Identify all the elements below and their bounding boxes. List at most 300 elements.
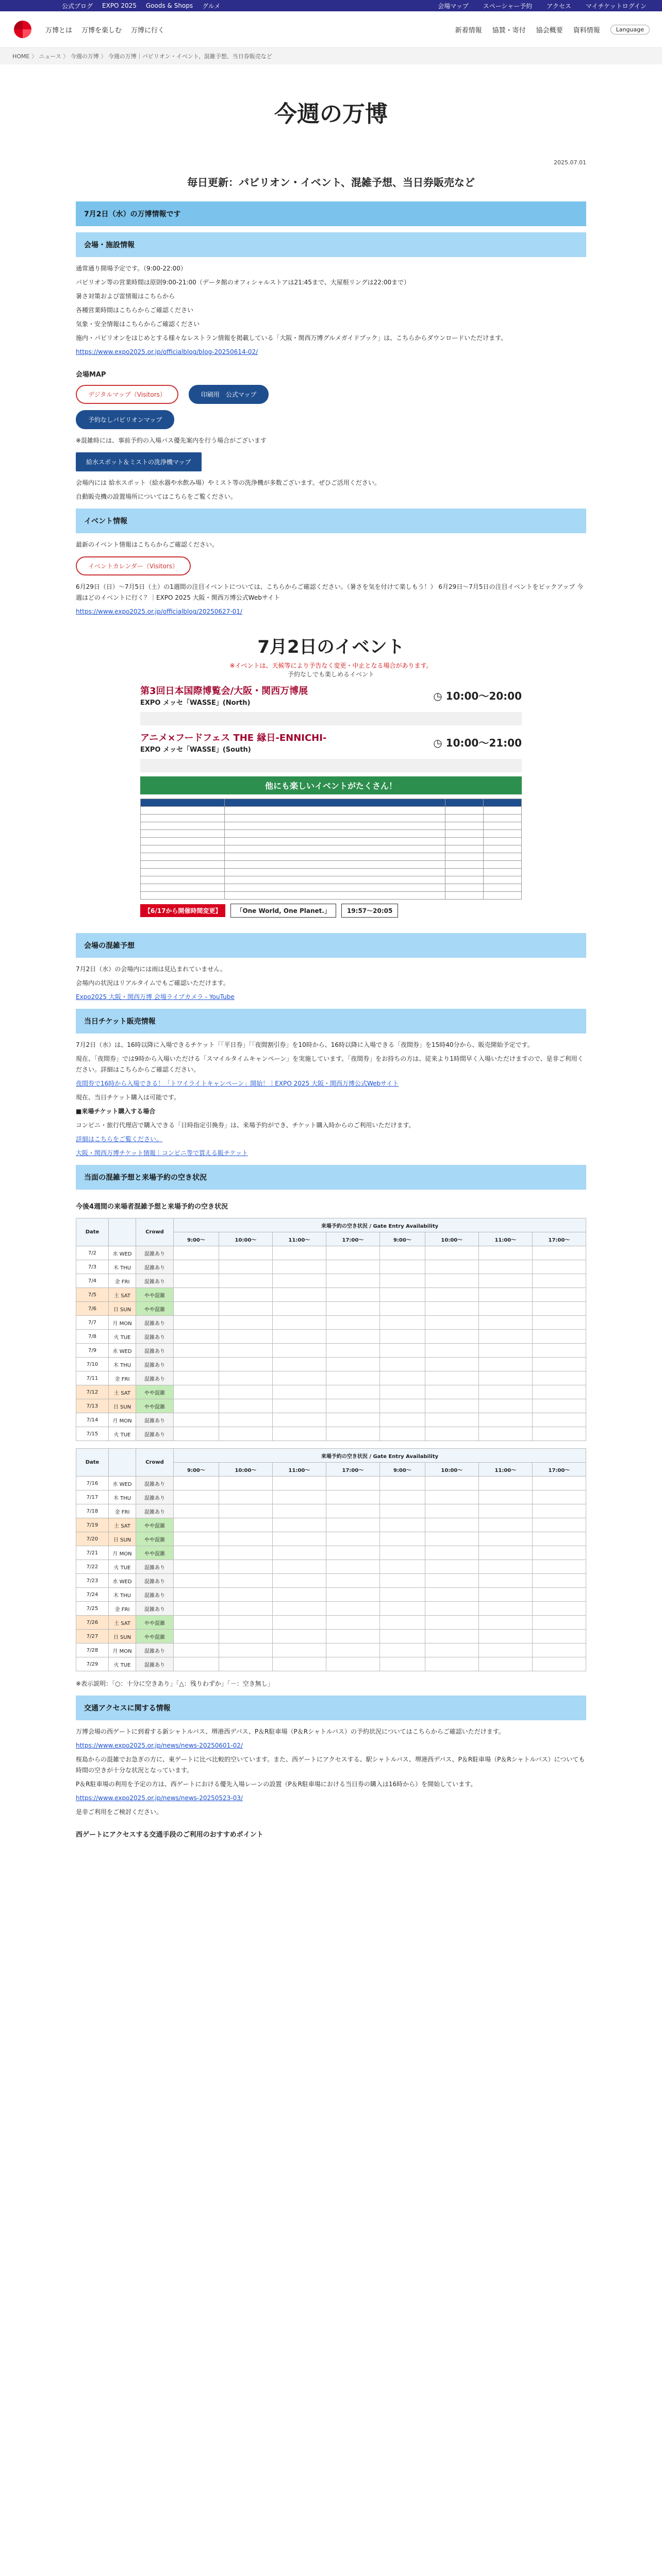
print-map-button[interactable]: 印刷用 公式マップ	[189, 385, 269, 404]
time-slot-header: 11:00〜	[478, 1463, 532, 1477]
availability-cell	[478, 1518, 532, 1532]
availability-cell	[219, 1657, 272, 1671]
flyer-cta-title: 「One World, One Planet.」	[230, 904, 336, 918]
availability-cell	[532, 1371, 586, 1385]
tickets-line-4: コンビニ・旅行代理店で購入できる「日時指定引換券」は、来場予約ができ、チケット購入時からのご利用いただけます。	[76, 1122, 415, 1129]
availability-cell	[219, 1385, 272, 1399]
cell-date: 7/28	[76, 1643, 109, 1657]
availability-cell	[379, 1399, 425, 1413]
event-calendar-button[interactable]: イベントカレンダー（Visitors）	[76, 556, 191, 575]
availability-cell	[532, 1490, 586, 1504]
water-map-button[interactable]: 給水スポット＆ミストの洗浄機マップ	[76, 452, 202, 471]
availability-cell	[174, 1657, 219, 1671]
guidebook-link[interactable]: https://www.expo2025.or.jp/officialblog/blog-20250614-02/	[76, 348, 258, 355]
availability-cell	[326, 1413, 379, 1427]
page-subtitle: 毎日更新：パビリオン・イベント、混雑予想、当日券販売など	[187, 176, 475, 189]
time-slot-header: 9:00〜	[174, 1463, 219, 1477]
availability-cell	[379, 1630, 425, 1643]
availability-cell	[379, 1616, 425, 1630]
col-crowd: Crowd	[136, 1218, 174, 1246]
availability-cell	[326, 1358, 379, 1371]
flyer-event-table	[140, 799, 522, 900]
availability-cell	[326, 1546, 379, 1560]
cell-crowd: やや混雑	[136, 1518, 174, 1532]
event-flyer	[140, 633, 522, 918]
clock-icon: ◷	[433, 737, 446, 749]
table-row	[76, 1246, 586, 1260]
time-slot-header: 9:00〜	[379, 1232, 425, 1246]
availability-cell	[272, 1490, 326, 1504]
table-row	[76, 1385, 586, 1399]
availability-cell	[425, 1532, 478, 1546]
nav-enjoy[interactable]: 万博を楽しむ	[81, 26, 122, 35]
access-line-1: 万博会場の西ゲートに到着する新シャトルバス、堺港西デパス、P＆R駐車場（P＆Rシャトルバス）の予約状況についてはこちらからご確認いただけます。	[76, 1728, 505, 1735]
availability-cell	[219, 1532, 272, 1546]
availability-cell	[532, 1246, 586, 1260]
tickets-band: 当日チケット販売情報	[76, 1009, 586, 1033]
availability-cell	[532, 1302, 586, 1316]
table-row	[76, 1288, 586, 1302]
col-day	[109, 1218, 136, 1246]
table-row	[76, 1616, 586, 1630]
availability-cell	[532, 1574, 586, 1588]
topbar-right	[435, 1, 662, 11]
access-link-1[interactable]: https://www.expo2025.or.jp/news/news-20250601-02/	[76, 1742, 243, 1749]
gate-band: 当面の混雑予想と来場予約の空き状況	[76, 1165, 586, 1190]
topbar-link-expo[interactable]: EXPO 2025	[102, 2, 137, 9]
cell-crowd: やや混雑	[136, 1616, 174, 1630]
cell-crowd: 混雑あり	[136, 1246, 174, 1260]
availability-cell	[219, 1344, 272, 1358]
weather-line: 7月2日（水）の会場内には雨は見込まれていません。	[76, 965, 226, 973]
availability-cell	[478, 1371, 532, 1385]
expo-logo-icon	[14, 21, 31, 38]
flyer-banner: 他にも楽しいイベントがたくさん！	[140, 776, 522, 794]
availability-cell	[425, 1274, 478, 1288]
availability-cell	[272, 1399, 326, 1413]
availability-cell	[478, 1330, 532, 1344]
cell-date: 7/3	[76, 1260, 109, 1274]
flyer-item-1	[140, 684, 522, 707]
gate-table-1	[76, 1218, 586, 1441]
flyer-item-2-title: アニメ×フードフェス THE 縁日-ENNICHI-	[140, 733, 327, 743]
availability-cell	[219, 1371, 272, 1385]
cell-day: 月 MON	[109, 1643, 136, 1657]
time-slot-header: 17:00〜	[326, 1232, 379, 1246]
availability-cell	[532, 1504, 586, 1518]
cell-day: 月 MON	[109, 1316, 136, 1330]
cell-date: 7/23	[76, 1574, 109, 1588]
availability-cell	[379, 1316, 425, 1330]
main-nav-right	[455, 25, 650, 35]
availability-cell	[326, 1344, 379, 1358]
availability-cell	[478, 1532, 532, 1546]
cell-crowd: 混雑あり	[136, 1330, 174, 1344]
availability-cell	[379, 1288, 425, 1302]
table-row	[76, 1316, 586, 1330]
availability-cell	[425, 1477, 478, 1490]
language-selector[interactable]: Language	[610, 25, 650, 35]
availability-cell	[478, 1358, 532, 1371]
availability-cell	[272, 1427, 326, 1441]
nav-about[interactable]: 万博とは	[45, 26, 73, 35]
tickets-line-1: 7月2日（水）は、16時以降に入場できるチケット「「平日券」「「夜間割引券」を10時から、16時以降に入場できる「夜間券」を15時40分から、販売開始予定です。	[76, 1041, 534, 1048]
topbar-link-access[interactable]: アクセス	[547, 2, 571, 10]
availability-cell	[272, 1504, 326, 1518]
availability-cell	[219, 1574, 272, 1588]
availability-cell	[478, 1657, 532, 1671]
table-row	[76, 1602, 586, 1616]
top-utility-bar	[0, 0, 662, 11]
availability-cell	[425, 1546, 478, 1560]
expo-logo[interactable]	[12, 19, 33, 40]
availability-cell	[272, 1385, 326, 1399]
availability-cell	[379, 1371, 425, 1385]
cell-crowd: 混雑あり	[136, 1574, 174, 1588]
availability-cell	[478, 1246, 532, 1260]
cell-day: 水 WED	[109, 1574, 136, 1588]
availability-cell	[174, 1588, 219, 1602]
availability-cell	[478, 1574, 532, 1588]
cell-date: 7/8	[76, 1330, 109, 1344]
availability-cell	[272, 1616, 326, 1630]
table-row	[76, 1532, 586, 1546]
time-slot-header: 10:00〜	[219, 1232, 272, 1246]
table-row	[76, 1518, 586, 1532]
availability-cell	[272, 1560, 326, 1574]
cell-date: 7/12	[76, 1385, 109, 1399]
availability-cell	[219, 1358, 272, 1371]
availability-cell	[326, 1427, 379, 1441]
venue-line-3: 暑さ対策および雷情報はこちらから	[76, 293, 175, 300]
table-row	[76, 1427, 586, 1441]
table-row	[76, 1588, 586, 1602]
digital-map-button[interactable]: デジタルマップ（Visitors）	[76, 385, 178, 404]
cell-day: 月 MON	[109, 1413, 136, 1427]
availability-cell	[425, 1330, 478, 1344]
events-desc-link[interactable]: https://www.expo2025.or.jp/officialblog/20250627-01/	[76, 608, 242, 615]
availability-cell	[478, 1288, 532, 1302]
flyer-item-2	[140, 731, 522, 754]
availability-cell	[174, 1260, 219, 1274]
availability-cell	[478, 1316, 532, 1330]
flyer-item-2-time: 10:00〜21:00	[445, 737, 522, 749]
availability-cell	[326, 1504, 379, 1518]
cell-day: 金 FRI	[109, 1504, 136, 1518]
availability-cell	[272, 1477, 326, 1490]
cell-crowd: やや混雑	[136, 1399, 174, 1413]
venue-line-1: 通常通り開場予定です。（9:00-22:00）	[76, 265, 187, 272]
availability-cell	[379, 1477, 425, 1490]
availability-cell	[219, 1274, 272, 1288]
cell-day: 木 THU	[109, 1260, 136, 1274]
availability-cell	[379, 1260, 425, 1274]
site-header	[0, 11, 662, 48]
availability-cell	[532, 1477, 586, 1490]
availability-cell	[478, 1643, 532, 1657]
map-buttons-3	[76, 452, 586, 471]
no-reservation-map-button[interactable]: 予約なしパビリオンマップ	[76, 410, 174, 429]
weather-line-2: 会場内の状況はリアルタイムでもご確認いただけます。	[76, 979, 229, 987]
topbar-link-blog[interactable]: 公式ブログ	[62, 2, 93, 10]
twilight-campaign-link[interactable]: 夜間券で16時から入場できる！「トワイライトキャンペーン」開始！｜EXPO 2025 大阪・関西万博公式Webサイト	[76, 1080, 399, 1087]
cell-crowd: 混雑あり	[136, 1371, 174, 1385]
events-band: イベント情報	[76, 509, 586, 533]
tickets-line-2: 現在、「夜間券」では9時から入場いただける「スマイルタイムキャンペーン」を実施しています。「夜間券」をお持ちの方は、従来より1時間早く入場いただけますので、是非ご利用ください。詳細はこちらからご確認ください。	[76, 1055, 584, 1073]
cell-day: 火 TUE	[109, 1330, 136, 1344]
availability-cell	[174, 1602, 219, 1616]
events-desc: 6月29日（日）〜7月5日（土）の1週間の注目イベントについては、こちらからご確認ください。（暑さを気を付けて楽しもう！） 6月29日〜7月5日の注目イベントをピックアップ 今週はどのイベントに行く？｜EXPO 2025 大阪・関西万博公式Webサイト	[76, 583, 584, 601]
topbar-link-reserve[interactable]: スペーシャー予約	[483, 2, 533, 10]
availability-cell	[532, 1274, 586, 1288]
availability-cell	[326, 1477, 379, 1490]
availability-cell	[425, 1574, 478, 1588]
map-note-2: 会場内には 給水スポット（給水器や水飲み場）やミスト等の洗浄機が多数ございます。ぜひご活用ください。	[76, 479, 380, 486]
availability-cell	[532, 1316, 586, 1330]
table-row	[76, 1371, 586, 1385]
table-row	[76, 1560, 586, 1574]
availability-cell	[425, 1657, 478, 1671]
access-line-4: 是非ご利用をご検討ください。	[76, 1808, 163, 1816]
cell-day: 火 TUE	[109, 1657, 136, 1671]
time-slot-header: 10:00〜	[425, 1232, 478, 1246]
availability-cell	[379, 1532, 425, 1546]
cell-day: 月 MON	[109, 1546, 136, 1560]
availability-cell	[272, 1371, 326, 1385]
availability-cell	[219, 1330, 272, 1344]
availability-cell	[326, 1532, 379, 1546]
availability-cell	[219, 1504, 272, 1518]
availability-cell	[272, 1630, 326, 1643]
events-line: 最新のイベント情報はこちらからご確認ください。	[76, 541, 219, 548]
cell-day: 木 THU	[109, 1588, 136, 1602]
cell-crowd: 混雑あり	[136, 1413, 174, 1427]
availability-cell	[532, 1616, 586, 1630]
cell-day: 火 TUE	[109, 1427, 136, 1441]
post-date: 2025.07.01	[554, 159, 586, 166]
availability-cell	[425, 1316, 478, 1330]
availability-cell	[326, 1371, 379, 1385]
time-slot-header: 17:00〜	[532, 1463, 586, 1477]
cell-crowd: 混雑あり	[136, 1477, 174, 1490]
availability-cell	[272, 1602, 326, 1616]
availability-cell	[379, 1643, 425, 1657]
nav-resources[interactable]: 資料情報	[573, 26, 600, 35]
map-buttons-2	[76, 410, 586, 429]
availability-cell	[379, 1574, 425, 1588]
cell-date: 7/19	[76, 1518, 109, 1532]
availability-cell	[219, 1602, 272, 1616]
availability-cell	[379, 1490, 425, 1504]
tickets-info-link[interactable]: 大阪・関西万博チケット情報｜コンビニ等で買える販チケット	[76, 1149, 248, 1157]
table-row	[76, 1477, 586, 1490]
cell-date: 7/21	[76, 1546, 109, 1560]
cell-day: 金 FRI	[109, 1371, 136, 1385]
availability-cell	[379, 1358, 425, 1371]
cell-date: 7/25	[76, 1602, 109, 1616]
table-row	[76, 1274, 586, 1288]
availability-cell	[174, 1477, 219, 1490]
availability-cell	[326, 1260, 379, 1274]
gate-table-2	[76, 1448, 586, 1671]
tickets-line-3: 現在、当日チケット購入は可能です。	[76, 1094, 180, 1101]
time-slot-header: 17:00〜	[326, 1463, 379, 1477]
time-slot-header: 11:00〜	[478, 1232, 532, 1246]
flyer-cta-label: 【6/17から開催時間変更】	[140, 904, 225, 917]
availability-cell	[219, 1643, 272, 1657]
table-row	[76, 1657, 586, 1671]
time-slot-header: 11:00〜	[272, 1232, 326, 1246]
flyer-note-2: 予約なしでも楽しめるイベント	[287, 671, 374, 678]
availability-cell	[326, 1518, 379, 1532]
availability-cell	[174, 1532, 219, 1546]
availability-cell	[379, 1504, 425, 1518]
availability-cell	[174, 1358, 219, 1371]
cell-date: 7/13	[76, 1399, 109, 1413]
cell-crowd: やや混雑	[136, 1288, 174, 1302]
availability-cell	[326, 1657, 379, 1671]
cell-crowd: 混雑あり	[136, 1643, 174, 1657]
cell-date: 7/27	[76, 1630, 109, 1643]
availability-cell	[478, 1344, 532, 1358]
availability-cell	[532, 1588, 586, 1602]
availability-cell	[326, 1643, 379, 1657]
availability-cell	[272, 1574, 326, 1588]
availability-cell	[425, 1643, 478, 1657]
availability-cell	[272, 1288, 326, 1302]
live-camera-link[interactable]: Expo2025 大阪・関西万博 会場ライブカメラ - YouTube	[76, 993, 235, 1001]
cell-date: 7/24	[76, 1588, 109, 1602]
cell-day: 木 THU	[109, 1358, 136, 1371]
availability-cell	[379, 1588, 425, 1602]
table-row	[76, 1490, 586, 1504]
nav-association[interactable]: 協会概要	[536, 26, 563, 35]
availability-cell	[272, 1546, 326, 1560]
availability-cell	[326, 1246, 379, 1260]
availability-cell	[532, 1560, 586, 1574]
cell-date: 7/26	[76, 1616, 109, 1630]
availability-cell	[174, 1560, 219, 1574]
availability-cell	[478, 1477, 532, 1490]
nav-visit[interactable]: 万博に行く	[131, 26, 165, 35]
availability-cell	[379, 1413, 425, 1427]
availability-cell	[326, 1588, 379, 1602]
flyer-cta-time: 19:57〜20:05	[341, 904, 398, 918]
cell-crowd: やや混雑	[136, 1532, 174, 1546]
gate-heading: 今後4週間の来場者混雑予想と来場予約の空き状況	[76, 1203, 228, 1211]
access-line-2: 桜島からの混雑でお急ぎの方に、東ゲートに比べ比較的空いています。また、西ゲートにアクセスする、駅シャトルバス、堺港西デパス、P＆R駐車場（P＆Rシャトルバス）についても時間の空きが十分な状況となっています。	[76, 1756, 585, 1774]
table-row	[76, 1546, 586, 1560]
availability-cell	[379, 1385, 425, 1399]
availability-cell	[174, 1316, 219, 1330]
availability-cell	[425, 1302, 478, 1316]
venue-line-4: 各種営業時間はこちらからご確認ください	[76, 307, 194, 314]
cell-crowd: やや混雑	[136, 1546, 174, 1560]
availability-cell	[272, 1413, 326, 1427]
cell-day: 土 SAT	[109, 1616, 136, 1630]
availability-cell	[174, 1518, 219, 1532]
availability-cell	[272, 1344, 326, 1358]
table-row	[76, 1358, 586, 1371]
nav-news[interactable]: 新着情報	[455, 26, 482, 35]
availability-cell	[326, 1602, 379, 1616]
page-title: 今週の万博	[274, 101, 388, 127]
availability-cell	[379, 1546, 425, 1560]
tickets-bold: ■来場チケット購入する場合	[76, 1108, 156, 1115]
tickets-detail-link[interactable]: 詳細はこちらをご覧ください。	[76, 1136, 163, 1143]
cell-date: 7/5	[76, 1288, 109, 1302]
availability-cell	[478, 1385, 532, 1399]
availability-cell	[379, 1560, 425, 1574]
topbar-link-login[interactable]: マイチケットログイン	[585, 2, 647, 10]
availability-cell	[532, 1427, 586, 1441]
availability-cell	[425, 1560, 478, 1574]
availability-cell	[532, 1518, 586, 1532]
access-band: 交通アクセスに関する情報	[76, 1696, 586, 1720]
flyer-item-2-place: EXPO メッセ「WASSE」(South)	[140, 746, 251, 754]
cell-crowd: 混雑あり	[136, 1427, 174, 1441]
availability-cell	[272, 1330, 326, 1344]
availability-cell	[379, 1302, 425, 1316]
cell-crowd: 混雑あり	[136, 1260, 174, 1274]
time-slot-header: 10:00〜	[425, 1463, 478, 1477]
availability-cell	[532, 1532, 586, 1546]
table-row	[76, 1399, 586, 1413]
cell-crowd: 混雑あり	[136, 1344, 174, 1358]
access-link-2[interactable]: https://www.expo2025.or.jp/news/news-20250523-03/	[76, 1794, 243, 1802]
availability-cell	[425, 1630, 478, 1643]
cell-day: 土 SAT	[109, 1385, 136, 1399]
cell-crowd: 混雑あり	[136, 1274, 174, 1288]
availability-cell	[532, 1413, 586, 1427]
cell-date: 7/10	[76, 1358, 109, 1371]
availability-cell	[478, 1399, 532, 1413]
availability-cell	[272, 1302, 326, 1316]
availability-cell	[174, 1385, 219, 1399]
availability-cell	[425, 1504, 478, 1518]
availability-cell	[326, 1316, 379, 1330]
availability-cell	[174, 1330, 219, 1344]
topbar-link-goods[interactable]: Goods & Shops	[145, 2, 193, 9]
topbar-link-gourmet[interactable]: グルメ	[202, 2, 221, 10]
cell-date: 7/20	[76, 1532, 109, 1546]
availability-cell	[379, 1602, 425, 1616]
availability-cell	[174, 1274, 219, 1288]
availability-cell	[425, 1358, 478, 1371]
availability-cell	[379, 1518, 425, 1532]
map-buttons	[76, 385, 586, 404]
availability-cell	[326, 1630, 379, 1643]
table-row	[76, 1302, 586, 1316]
col-date: Date	[76, 1449, 109, 1477]
availability-cell	[425, 1602, 478, 1616]
availability-cell	[219, 1413, 272, 1427]
availability-cell	[272, 1260, 326, 1274]
cell-day: 日 SUN	[109, 1630, 136, 1643]
availability-cell	[425, 1344, 478, 1358]
cell-date: 7/29	[76, 1657, 109, 1671]
cell-crowd: 混雑あり	[136, 1602, 174, 1616]
table-row	[76, 1574, 586, 1588]
nav-sponsor[interactable]: 協賛・寄付	[492, 26, 526, 35]
table-row	[76, 1643, 586, 1657]
table1-caption: 来場予約の空き状況 / Gate Entry Availability	[174, 1218, 586, 1232]
availability-cell	[326, 1574, 379, 1588]
availability-cell	[219, 1246, 272, 1260]
cell-date: 7/11	[76, 1371, 109, 1385]
topbar-link-map[interactable]: 会場マップ	[438, 2, 469, 10]
availability-cell	[425, 1246, 478, 1260]
